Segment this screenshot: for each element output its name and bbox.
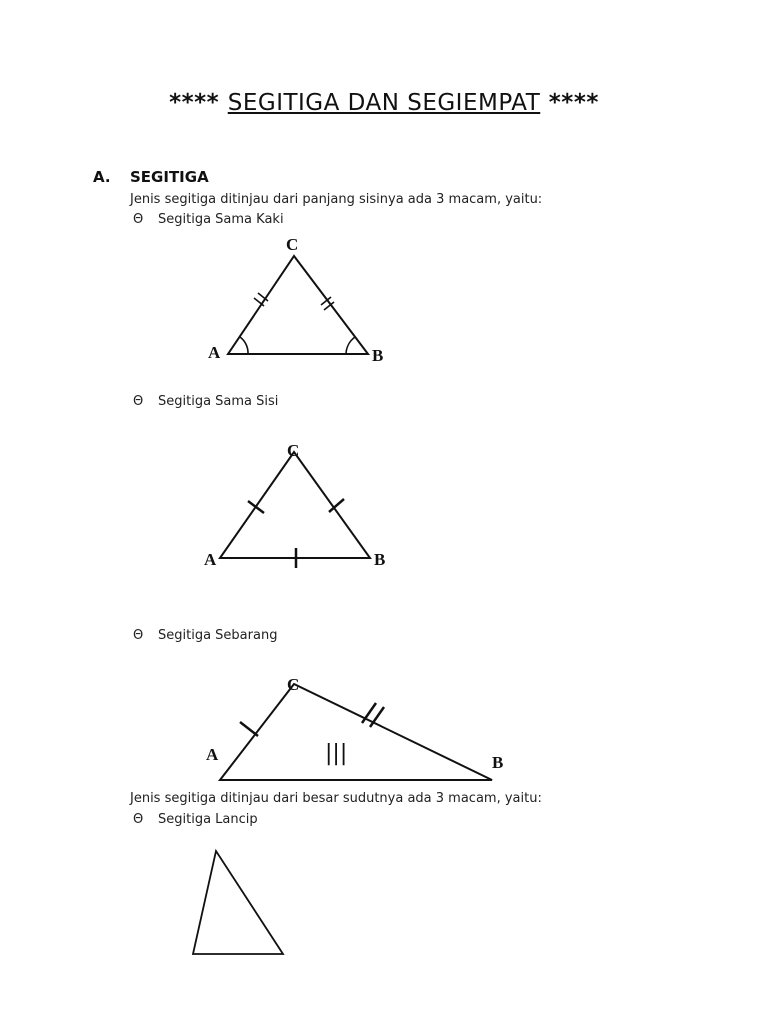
bullet-acute <box>133 812 258 827</box>
angle-arc-a <box>240 337 248 354</box>
isosceles-triangle-figure <box>200 228 400 368</box>
bullet-scalene <box>133 628 277 643</box>
title-stars-left: **** <box>169 90 220 116</box>
equilateral-triangle-figure <box>200 438 400 578</box>
bullet-label: Segitiga Lancip <box>158 812 258 827</box>
side-tick-left <box>248 501 264 513</box>
vertex-label-a: A <box>204 550 217 569</box>
section-number: A. <box>93 168 111 186</box>
theta-bullet-icon: Θ <box>133 212 144 227</box>
intro-sides-text: Jenis segitiga ditinjau dari panjang sisinya ada 3 macam, yaitu: <box>130 192 543 207</box>
intro-angles-text: Jenis segitiga ditinjau dari besar sudutnya ada 3 macam, yaitu: <box>130 791 542 806</box>
side-tick-triple: ||| <box>325 741 348 766</box>
vertex-label-b: B <box>372 346 384 365</box>
side-tick-double <box>362 703 384 727</box>
section-heading <box>93 168 209 186</box>
bullet-label: Segitiga Sama Kaki <box>158 212 284 227</box>
bullet-isosceles <box>133 212 284 227</box>
side-tick-single <box>240 722 258 736</box>
page-title <box>0 90 768 116</box>
section-title: SEGITIGA <box>130 168 209 186</box>
vertex-label-c: C <box>286 235 299 254</box>
theta-bullet-icon: Θ <box>133 628 144 643</box>
equal-side-ticks-right <box>321 297 334 310</box>
vertex-label-a: A <box>208 343 221 362</box>
theta-bullet-icon: Θ <box>133 394 144 409</box>
bullet-label: Segitiga Sebarang <box>158 628 278 643</box>
bullet-equilateral <box>133 394 278 409</box>
bullet-label: Segitiga Sama Sisi <box>158 394 279 409</box>
equal-side-ticks-left <box>254 293 268 306</box>
title-text: SEGITIGA DAN SEGIEMPAT <box>227 90 541 116</box>
vertex-label-c: C <box>287 441 300 460</box>
scalene-triangle-figure <box>200 670 520 790</box>
triangle-outline <box>193 851 283 954</box>
triangle-outline <box>220 452 370 558</box>
vertex-label-b: B <box>492 753 504 772</box>
vertex-label-c: C <box>287 675 300 694</box>
vertex-label-b: B <box>374 550 386 569</box>
theta-bullet-icon: Θ <box>133 812 144 827</box>
triangle-outline <box>228 256 368 354</box>
acute-triangle-figure <box>185 845 295 965</box>
angle-arc-b <box>346 337 355 354</box>
triangle-outline <box>220 684 492 780</box>
title-stars-right: **** <box>548 90 599 116</box>
vertex-label-a: A <box>206 745 219 764</box>
